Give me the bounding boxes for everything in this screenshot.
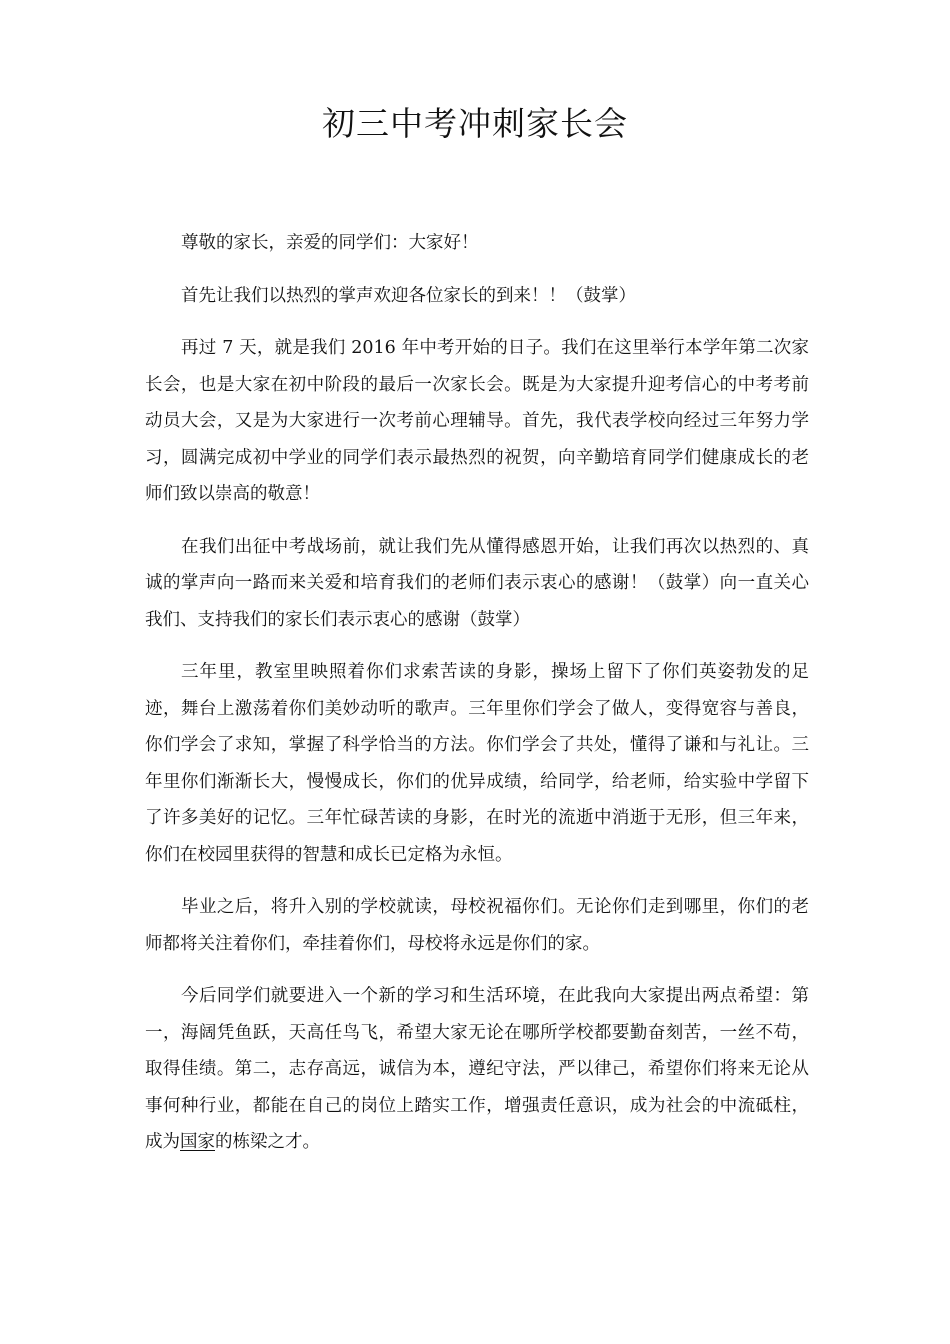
graduation-paragraph: 毕业之后，将升入别的学校就读，母校祝福你们。无论你们走到哪里，你们的老师都将关注着你们，牵挂着你们，母校将永远是你们的家。 [145,897,809,954]
welcome-paragraph: 首先让我们以热烈的掌声欢迎各位家长的到来！！（鼓掌） [181,285,636,306]
document-body [145,225,809,1177]
underlined-word-link[interactable]: 国家 [180,1132,215,1152]
gratitude-paragraph: 在我们出征中考战场前，就让我们先从懂得感恩开始，让我们再次以热烈的、真诚的掌声向一路而来关爱和培育我们的老师们表示衷心的感谢！（鼓掌）向一直关心我们、支持我们的家长们表示衷心的感谢（鼓掌） [145,536,809,630]
hopes-text-before: 今后同学们就要进入一个新的学习和生活环境，在此我向大家提出两点希望：第一，海阔凭鱼跃，天高任鸟飞，希望大家无论在哪所学校都要勤奋刻苦，一丝不苟，取得佳绩。第二，志存高远，诚信为本，遵纪守法，严以律己，希望你们将来无论从事何种行业，都能在自己的岗位上踏实工作，增强责任意识，成为社会的中流砥柱，成为 [145,986,809,1152]
hopes-paragraph [145,978,809,1161]
hopes-text-after: 的栋梁之才。 [215,1132,320,1152]
document-title: 初三中考冲刺家长会 [322,104,628,143]
intro-paragraph: 再过 7 天，就是我们 2016 年中考开始的日子。我们在这里举行本学年第二次家长会，也是大家在初中阶段的最后一次家长会。既是为大家提升迎考信心的中考考前动员大会，又是为大家进行一次考前心理辅导。首先，我代表学校向经过三年努力学习，圆满完成初中学业的同学们表示最热烈的祝贺，向辛勤培育同学们健康成长的老师们致以崇高的敬意！ [145,338,809,504]
greeting-paragraph: 尊敬的家长，亲爱的同学们：大家好！ [181,233,479,253]
three-years-paragraph: 三年里，教室里映照着你们求索苦读的身影，操场上留下了你们英姿勃发的足迹，舞台上激荡着你们美妙动听的歌声。三年里你们学会了做人，变得宽容与善良，你们学会了求知，掌握了科学恰当的方法。你们学会了共处，懂得了谦和与礼让。三年里你们渐渐长大，慢慢成长，你们的优异成绩，给同学，给老师，给实验中学留下了许多美好的记忆。三年忙碌苦读的身影，在时光的流逝中消逝于无形，但三年来，你们在校园里获得的智慧和成长已定格为永恒。 [145,662,809,865]
